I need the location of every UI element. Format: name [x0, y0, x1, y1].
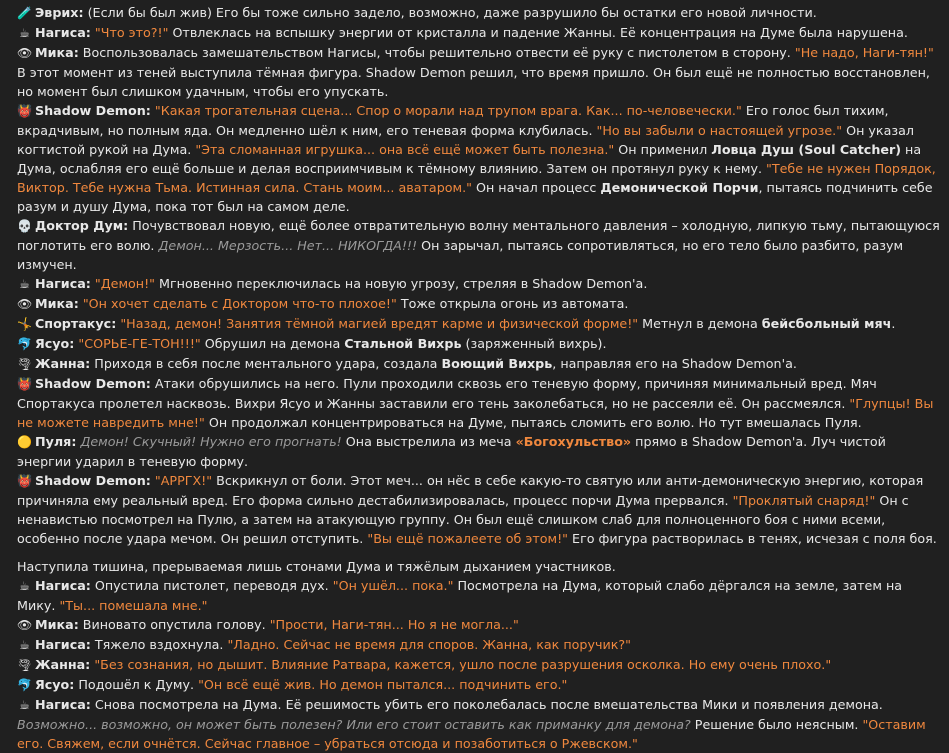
speaker-name-or-term: Shadow Demon:: [35, 103, 151, 118]
narration-text: .: [891, 316, 896, 331]
speaker-name-or-term: Доктор Дум:: [35, 218, 129, 233]
narration-text: Обрушил на демона: [200, 336, 345, 351]
speaker-name-or-term: Спортакус:: [35, 316, 117, 331]
speaker-name-or-term: Ловца Душ (Soul Catcher): [711, 142, 902, 157]
narration-text: Посмотрела на Дума, который слабо дёргался на земле, затем на Мику.: [17, 578, 903, 613]
speaker-name-or-term: Мика:: [35, 296, 79, 311]
narration-text: Снова посмотрела на Дума. Её решимость убить его поколебалась после вмешательства Мики и появления демона.: [90, 697, 883, 712]
chat-message: [17, 63, 941, 101]
speaker-name-or-term: Нагиса:: [35, 637, 91, 652]
quoted-speech: "Что это?!": [94, 25, 169, 40]
quoted-speech: "Он всё ещё жив. Но демон пытался... подчинить его.": [198, 677, 568, 692]
chat-message: [17, 695, 941, 753]
chat-message: [17, 471, 941, 548]
speaker-name-or-term: Shadow Demon:: [35, 473, 151, 488]
narration-text: , пытаясь подчинить себе разум и душу Дума, пока тот был на самом деле.: [17, 180, 933, 214]
thought-text: Возможно... возможно, он может быть полезен? Или его стоит оставить как приманку для демона?: [17, 717, 691, 732]
chat-message: [17, 294, 941, 314]
quoted-speech: "Оставим его. Свяжем, если очнётся. Сейчас главное – убраться отсюда и позаботиться о Ржевском.": [17, 717, 926, 751]
demon-icon: 👹: [17, 474, 32, 488]
narration-text: Он применил: [614, 142, 712, 157]
quoted-speech: "Без сознания, но дышит. Влияние Ратвара, кажется, ушло после разрушения осколка. Но ему очень плохо.": [94, 657, 832, 672]
quoted-speech: "СОРЬЕ-ГЕ-ТОН!!!": [78, 336, 201, 351]
chat-message: [17, 43, 941, 63]
narration-text: Он с ненавистью посмотрел на Пулю, а затем на атакующую группу. Он был ещё слишком слаб для полноценного боя с ними всеми, особенно после удара мечом. Он решил отступить.: [17, 493, 909, 546]
quoted-speech: "Ты... помешала мне.": [59, 598, 208, 613]
narration-text: Почувствовал новую, ещё более отвратительную волну ментального давления – холодную, липкую тьму, пытающуюся поглотить его волю.: [17, 218, 940, 253]
coffee-icon: ☕: [19, 579, 30, 593]
dolphin-icon: 🐬: [17, 678, 32, 692]
narration-text: Отвлеклась на вспышку энергии от кристалла и падение Жанны. Её концентрация на Думе была нарушена.: [168, 25, 908, 40]
coffee-icon: ☕: [19, 698, 30, 712]
narration-text: на Дума, ослабляя его ещё больше и делая восприимчивым к тёмному влиянию. Затем он протянул руку к нему.: [17, 142, 922, 176]
chat-message: [17, 3, 941, 23]
quoted-speech: "Демон!": [94, 276, 156, 291]
narration-text: Опустила пистолет, переводя дух.: [90, 578, 333, 593]
athlete-icon: 🤸: [17, 317, 32, 331]
speaker-name-or-term: Нагиса:: [35, 578, 91, 593]
speaker-name-or-term: Пуля:: [35, 434, 77, 449]
narration-text: Его голос был тихим, вкрадчивым, но полным яда. Он медленно шёл к ним, его теневая форма клубилась.: [17, 103, 889, 138]
quoted-speech: "Проклятый снаряд!": [732, 493, 876, 508]
narration-text: прямо в Shadow Demon'а. Луч чистой энергии ударил в теневую форму.: [17, 434, 886, 469]
speaker-name-or-term: бейсбольный мяч: [761, 316, 892, 331]
narration-text: Тоже открыла огонь из автомата.: [396, 296, 629, 311]
quoted-speech: "Не надо, Наги-тян!": [794, 45, 934, 60]
tornado-icon: 🌪: [17, 357, 33, 371]
coffee-icon: ☕: [19, 277, 30, 291]
quoted-speech: "Тебе не нужен Порядок, Виктор. Тебе нужна Тьма. Истинная сила. Стань моим... аватаром.": [17, 161, 936, 195]
speaker-name-or-term: Нагиса:: [35, 697, 91, 712]
chat-message: [17, 334, 941, 354]
chat-message: [17, 576, 941, 615]
quoted-speech: "Но вы забыли о настоящей угрозе.": [596, 123, 843, 138]
coffee-icon: ☕: [19, 26, 30, 40]
quoted-speech: "Эта сломанная игрушка... она всё ещё может быть полезна.": [195, 142, 615, 157]
thought-text: Демон! Скучный! Нужно его прогнать!: [80, 434, 342, 449]
narration-text: Он зарычал, пытаясь сопротивляться, но его тело было разбито, разум измучен.: [17, 238, 904, 272]
chat-message: [17, 675, 941, 695]
chat-message: [17, 23, 941, 43]
chat-message: [17, 354, 941, 374]
yellow-circle-icon: 🟡: [17, 435, 32, 449]
chat-message: [17, 557, 941, 576]
narration-text: Она выстрелила из меча: [341, 434, 516, 449]
eye-icon: 👁: [17, 618, 33, 632]
narration-text: Наступила тишина, прерываемая лишь стонами Дума и тяжёлым дыханием участников.: [17, 559, 616, 574]
tornado-icon: 🌪: [17, 658, 33, 672]
narration-text: Виновато опустила голову.: [78, 617, 270, 632]
narration-text: Метнул в демона: [638, 316, 762, 331]
speaker-name-or-term: Нагиса:: [35, 25, 91, 40]
narration-text: Мгновенно переключилась на новую угрозу, стреляя в Shadow Demon'а.: [155, 276, 648, 291]
narration-text: Решение было неясным.: [690, 717, 863, 732]
narration-text: Он начал процесс: [471, 180, 601, 195]
narration-text: Вскрикнул от боли. Этот меч... он нёс в себе какую-то святую или анти-демоническую энергию, которая причиняла ему реальный вред. Его форма сильно дестабилизировалась, процесс порчи Дума прервался.: [17, 473, 924, 508]
speaker-name-or-term: Жанна:: [35, 657, 91, 672]
narration-text: Атаки обрушились на него. Пули проходили сквозь его теневую форму, причиняя минимальный вред. Мяч Спортакуса пролетел насквозь. Вихри Ясуо и Жанны заставили его тень заколебаться, но не рассеяли её. Он рассмеялся.: [17, 376, 877, 411]
narration-text: Он указал когтистой рукой на Дума.: [17, 123, 914, 157]
quoted-speech: "Прости, Наги-тян... Но я не могла...": [269, 617, 519, 632]
quoted-speech: "Ладно. Сейчас не время для споров. Жанна, как поручик?": [227, 637, 631, 652]
thought-text: Демон... Мерзость... Нет... НИКОГДА!!!: [158, 238, 418, 253]
quoted-speech: "Какая трогательная сцена... Спор о морали над трупом врага. Как... по-человечески.": [154, 103, 742, 118]
quoted-speech: "Глупцы! Вы не можете навредить мне!": [17, 396, 934, 430]
potion-icon: 🧪: [17, 6, 32, 20]
quoted-speech: "АРРГХ!": [154, 473, 213, 488]
chat-message: [17, 655, 941, 675]
dolphin-icon: 🐬: [17, 337, 32, 351]
narration-text: Тяжело вздохнула.: [90, 637, 228, 652]
demon-icon: 👹: [17, 104, 32, 118]
speaker-name-or-term: Стальной Вихрь: [344, 336, 462, 351]
chat-message: [17, 374, 941, 432]
quoted-speech: "Вы ещё пожалеете об этом!": [367, 531, 569, 546]
paragraph-gap: [17, 548, 941, 557]
chat-message: [17, 101, 941, 216]
skull-icon: 💀: [17, 219, 32, 233]
chat-message: [17, 432, 941, 471]
narration-text: Воспользовалась замешательством Нагисы, чтобы решительно отвести её руку с пистолетом в сторону.: [78, 45, 795, 60]
quoted-speech: "Он хочет сделать с Доктором что-то плохое!": [82, 296, 397, 311]
narration-text: Приходя в себя после ментального удара, создала: [90, 356, 442, 371]
speaker-name-or-term: Shadow Demon:: [35, 376, 151, 391]
chat-message: [17, 216, 941, 274]
speaker-name-or-term: Мика:: [35, 45, 79, 60]
demon-icon: 👹: [17, 377, 32, 391]
narration-text: (заряженный вихрь).: [461, 336, 607, 351]
speaker-name-or-term: Мика:: [35, 617, 79, 632]
quoted-speech: "Назад, демон! Занятия тёмной магией вредят карме и физической форме!": [120, 316, 639, 331]
quoted-speech: "Он ушёл... пока.": [332, 578, 454, 593]
narration-text: Подошёл к Думу.: [74, 677, 199, 692]
narration-text: Его фигура растворилась в тенях, исчезая с поля боя.: [568, 531, 937, 546]
speaker-name-or-term: Демонической Порчи: [600, 180, 759, 195]
narration-text: В этот момент из теней выступила тёмная фигура. Shadow Demon решил, что время пришло. Он был ещё не полностью восстановлен, но момент был слишком удачным, чтобы его упускать.: [17, 65, 930, 99]
narration-text: , направляя его на Shadow Demon'а.: [552, 356, 797, 371]
speaker-name-or-term: Нагиса:: [35, 276, 91, 291]
speaker-name-or-term: Воющий Вихрь: [441, 356, 553, 371]
speaker-name-or-term: Жанна:: [35, 356, 91, 371]
coffee-icon: ☕: [19, 638, 30, 652]
item-name: «Богохульство»: [515, 434, 632, 449]
speaker-name-or-term: Эврих:: [35, 5, 84, 20]
chat-message: [17, 314, 941, 334]
narration-text: Он продолжал концентрироваться на Думе, пытаясь сломить его волю. Но тут вмешалась Пуля.: [204, 415, 862, 430]
narration-text: (Если бы был жив) Его бы тоже сильно задело, возможно, даже разрушило бы остатки его новой личности.: [83, 5, 817, 20]
eye-icon: 👁: [17, 46, 33, 60]
speaker-name-or-term: Ясуо:: [35, 336, 75, 351]
speaker-name-or-term: Ясуо:: [35, 677, 75, 692]
chat-message: [17, 635, 941, 655]
chat-message: [17, 274, 941, 294]
chat-message: [17, 615, 941, 635]
eye-icon: 👁: [17, 297, 33, 311]
